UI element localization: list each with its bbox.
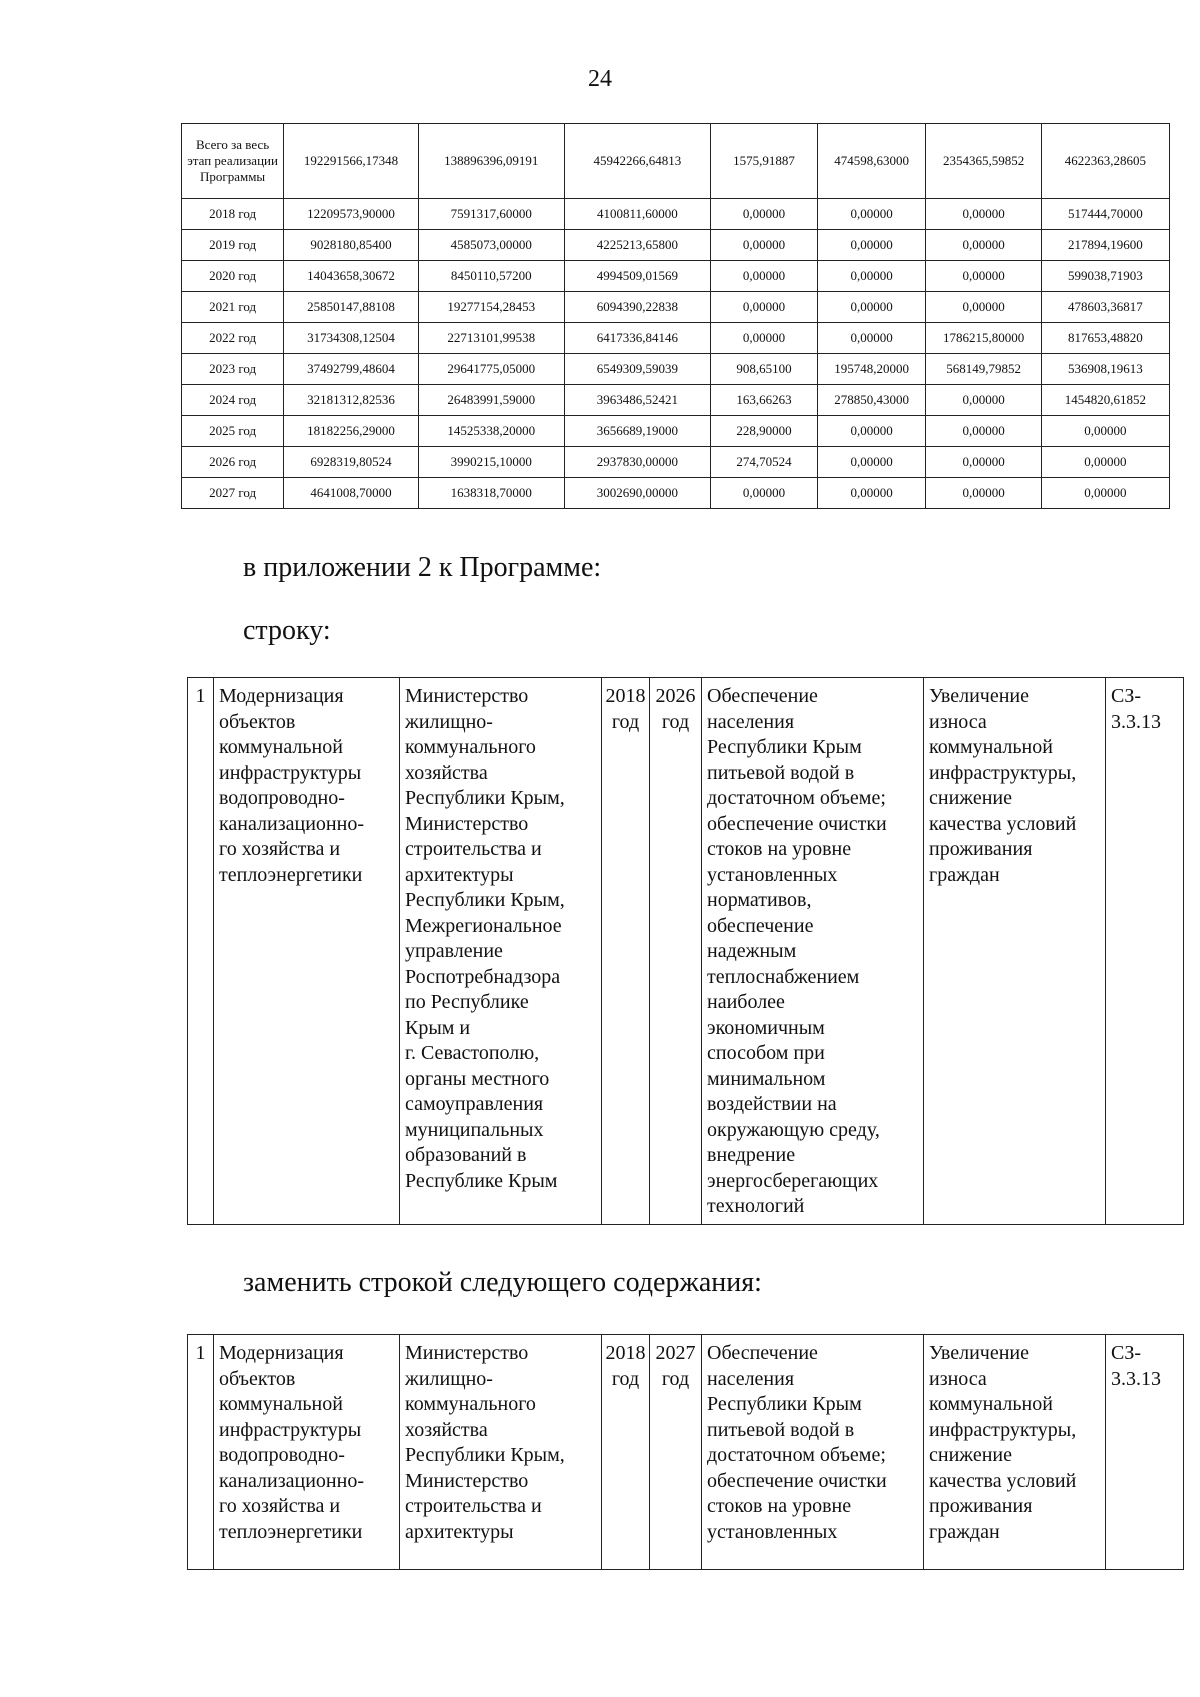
amount-cell: 0,00000 — [926, 199, 1041, 230]
amount-cell: 568149,79852 — [926, 354, 1041, 385]
amount-cell: 0,00000 — [711, 478, 818, 509]
period-cell: 2027 год — [182, 478, 284, 509]
table-row — [182, 447, 1170, 478]
period-cell: 2019 год — [182, 230, 284, 261]
period-cell: 2026 год — [182, 447, 284, 478]
end-year: 2026 год — [650, 678, 702, 1225]
amount-cell: 0,00000 — [926, 478, 1041, 509]
amount-cell: 517444,70000 — [1041, 199, 1169, 230]
amount-cell: 3656689,19000 — [564, 416, 711, 447]
amount-cell: 1786215,80000 — [926, 323, 1041, 354]
table-row — [182, 478, 1170, 509]
code: СЗ- 3.3.13 — [1106, 1335, 1184, 1570]
table-row — [182, 323, 1170, 354]
amount-cell: 0,00000 — [1041, 416, 1169, 447]
table-row — [182, 124, 1170, 199]
amount-cell: 536908,19613 — [1041, 354, 1169, 385]
amount-cell: 0,00000 — [817, 478, 926, 509]
amount-cell: 217894,19600 — [1041, 230, 1169, 261]
amount-cell: 1575,91887 — [711, 124, 818, 199]
amount-cell: 0,00000 — [817, 230, 926, 261]
amount-cell: 31734308,12504 — [284, 323, 419, 354]
amount-cell: 0,00000 — [711, 199, 818, 230]
amount-cell: 1638318,70000 — [418, 478, 564, 509]
amount-cell: 138896396,09191 — [418, 124, 564, 199]
table-row — [182, 292, 1170, 323]
page-number: 24 — [588, 66, 612, 92]
expected-result: Обеспечение населения Республики Крым питьевой водой в достаточном объеме; обеспечение очистки стоков на уровне установленных — [702, 1335, 924, 1570]
amount-cell: 6417336,84146 — [564, 323, 711, 354]
amount-cell: 0,00000 — [711, 323, 818, 354]
amount-cell: 908,65100 — [711, 354, 818, 385]
appendix-line: в приложении 2 к Программе: — [243, 552, 602, 583]
amount-cell: 8450110,57200 — [418, 261, 564, 292]
start-year: 2018 год — [602, 1335, 650, 1570]
amount-cell: 3963486,52421 — [564, 385, 711, 416]
amount-cell: 0,00000 — [817, 323, 926, 354]
amount-cell: 0,00000 — [926, 385, 1041, 416]
amount-cell: 26483991,59000 — [418, 385, 564, 416]
table-row — [182, 261, 1170, 292]
amount-cell: 6928319,80524 — [284, 447, 419, 478]
executors: Министерство жилищно- коммунального хозяйства Республики Крым, Министерство строительства и архитектуры — [400, 1335, 602, 1570]
amount-cell: 3002690,00000 — [564, 478, 711, 509]
amount-cell: 0,00000 — [926, 416, 1041, 447]
period-cell: 2021 год — [182, 292, 284, 323]
amount-cell: 9028180,85400 — [284, 230, 419, 261]
amount-cell: 0,00000 — [817, 292, 926, 323]
period-cell: 2020 год — [182, 261, 284, 292]
amount-cell: 29641775,05000 — [418, 354, 564, 385]
activity-name: Модернизация объектов коммунальной инфраструктуры водопроводно- канализационно- го хозяйства и теплоэнергетики — [214, 1335, 400, 1570]
amount-cell: 19277154,28453 — [418, 292, 564, 323]
amount-cell: 2937830,00000 — [564, 447, 711, 478]
amount-cell: 228,90000 — [711, 416, 818, 447]
amount-cell: 474598,63000 — [817, 124, 926, 199]
amount-cell: 0,00000 — [817, 447, 926, 478]
amount-cell: 6094390,22838 — [564, 292, 711, 323]
amount-cell: 4225213,65800 — [564, 230, 711, 261]
period-cell: 2025 год — [182, 416, 284, 447]
amount-cell: 0,00000 — [711, 230, 818, 261]
financing-table — [181, 123, 1170, 509]
amount-cell: 18182256,29000 — [284, 416, 419, 447]
amount-cell: 37492799,48604 — [284, 354, 419, 385]
activity-name: Модернизация объектов коммунальной инфраструктуры водопроводно- канализационно- го хозяйства и теплоэнергетики — [214, 678, 400, 1225]
amount-cell: 14525338,20000 — [418, 416, 564, 447]
replace-line: заменить строкой следующего содержания: — [243, 1267, 762, 1298]
consequences: Увеличение износа коммунальной инфраструктуры, снижение качества условий проживания граждан — [924, 678, 1106, 1225]
amount-cell: 22713101,99538 — [418, 323, 564, 354]
amount-cell: 4641008,70000 — [284, 478, 419, 509]
amount-cell: 45942266,64813 — [564, 124, 711, 199]
table-row — [188, 1335, 1184, 1570]
table-row — [182, 230, 1170, 261]
amount-cell: 4100811,60000 — [564, 199, 711, 230]
amount-cell: 14043658,30672 — [284, 261, 419, 292]
amount-cell: 4994509,01569 — [564, 261, 711, 292]
start-year: 2018 год — [602, 678, 650, 1225]
expected-result: Обеспечение населения Республики Крым питьевой водой в достаточном объеме; обеспечение очистки стоков на уровне установленных нормативов, обеспечение надежным теплоснабжением наиболее экономичным способом при минимальном воздействии на окружающую среду, внедрение энергосберегающих технологий — [702, 678, 924, 1225]
code: СЗ- 3.3.13 — [1106, 678, 1184, 1225]
amount-cell: 0,00000 — [1041, 478, 1169, 509]
amount-cell: 817653,48820 — [1041, 323, 1169, 354]
amount-cell: 7591317,60000 — [418, 199, 564, 230]
period-cell: 2024 год — [182, 385, 284, 416]
new-row-table — [187, 1334, 1184, 1570]
amount-cell: 3990215,10000 — [418, 447, 564, 478]
row-number: 1 — [188, 1335, 214, 1570]
amount-cell: 4585073,00000 — [418, 230, 564, 261]
table-row — [182, 385, 1170, 416]
executors: Министерство жилищно- коммунального хозяйства Республики Крым, Министерство строительства и архитектуры Республики Крым, Межрегиональное управление Роспотребнадзора по Республике Крым и г. Севастополю, органы местного самоуправления муниципальных образований в Республике Крым — [400, 678, 602, 1225]
row-number: 1 — [188, 678, 214, 1225]
amount-cell: 6549309,59039 — [564, 354, 711, 385]
amount-cell: 0,00000 — [926, 447, 1041, 478]
table-row — [182, 416, 1170, 447]
table-row — [182, 354, 1170, 385]
amount-cell: 192291566,17348 — [284, 124, 419, 199]
amount-cell: 25850147,88108 — [284, 292, 419, 323]
amount-cell: 278850,43000 — [817, 385, 926, 416]
amount-cell: 2354365,59852 — [926, 124, 1041, 199]
period-cell: 2018 год — [182, 199, 284, 230]
amount-cell: 32181312,82536 — [284, 385, 419, 416]
period-cell: 2023 год — [182, 354, 284, 385]
consequences: Увеличение износа коммунальной инфраструктуры, снижение качества условий проживания граждан — [924, 1335, 1106, 1570]
amount-cell: 1454820,61852 — [1041, 385, 1169, 416]
amount-cell: 0,00000 — [817, 261, 926, 292]
amount-cell: 12209573,90000 — [284, 199, 419, 230]
amount-cell: 0,00000 — [926, 261, 1041, 292]
amount-cell: 195748,20000 — [817, 354, 926, 385]
period-cell: Всего за весь этап реализации Программы — [182, 124, 284, 199]
table-row — [188, 678, 1184, 1225]
row-line: строку: — [243, 615, 331, 646]
amount-cell: 478603,36817 — [1041, 292, 1169, 323]
amount-cell: 4622363,28605 — [1041, 124, 1169, 199]
amount-cell: 0,00000 — [817, 416, 926, 447]
table-row — [182, 199, 1170, 230]
amount-cell: 0,00000 — [926, 292, 1041, 323]
amount-cell: 274,70524 — [711, 447, 818, 478]
end-year: 2027 год — [650, 1335, 702, 1570]
amount-cell: 0,00000 — [926, 230, 1041, 261]
amount-cell: 0,00000 — [1041, 447, 1169, 478]
amount-cell: 0,00000 — [711, 292, 818, 323]
amount-cell: 163,66263 — [711, 385, 818, 416]
old-row-table — [187, 677, 1184, 1225]
amount-cell: 0,00000 — [711, 261, 818, 292]
amount-cell: 599038,71903 — [1041, 261, 1169, 292]
period-cell: 2022 год — [182, 323, 284, 354]
amount-cell: 0,00000 — [817, 199, 926, 230]
